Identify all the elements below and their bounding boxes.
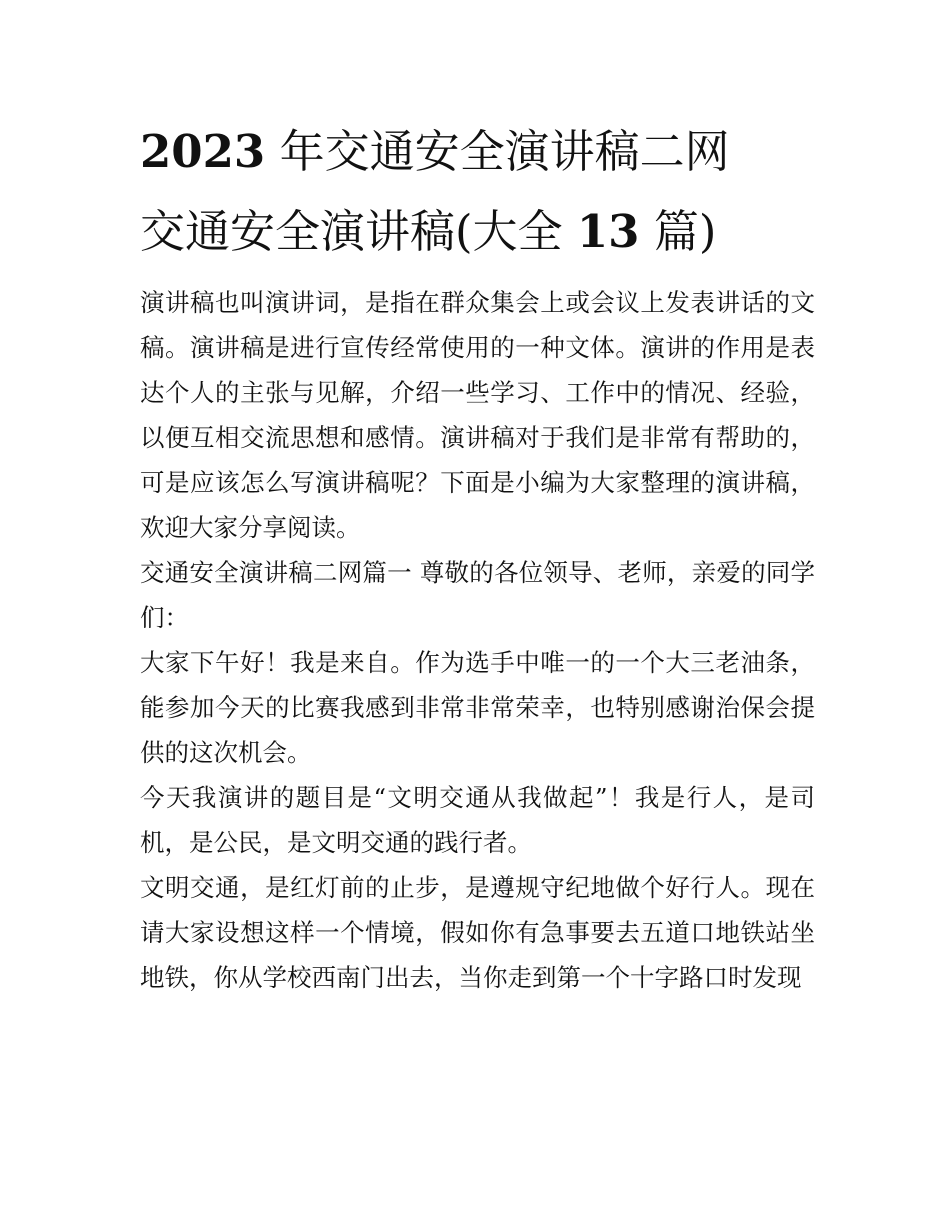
title-text-1: 年交通安全演讲稿二网 [279,125,730,178]
paragraph-opening: 大家下午好！我是来自。作为选手中唯一的一个大三老油条，能参加今天的比赛我感到非常非常荣幸，也特别感谢治保会提供的这次机会。 [140,648,815,767]
paragraph-topic: 今天我演讲的题目是“文明交通从我做起”！我是行人，是司机，是公民，是文明交通的践行者。 [140,783,815,857]
paragraph-body: 文明交通，是红灯前的止步，是遵规守纪地做个好行人。现在请大家设想这样一个情境，假如你有急事要去五道口地铁站坐地铁，你从学校西南门出去，当你走到第一个十字路口时发现 [140,873,815,992]
title-line-2 [140,192,815,272]
title-count: 13 [576,205,640,258]
document-title [140,112,815,272]
title-year: 2023 [140,125,266,178]
document-page [140,112,815,1000]
title-text-2: 交通安全演讲稿(大全 [140,205,563,258]
paragraph-intro: 演讲稿也叫演讲词，是指在群众集会上或会议上发表讲话的文稿。演讲稿是进行宣传经常使用的一种文体。演讲的作用是表达个人的主张与见解，介绍一些学习、工作中的情况、经验，以便互相交流思想和感情。演讲稿对于我们是非常有帮助的，可是应该怎么写演讲稿呢？下面是小编为大家整理的演讲稿，欢迎大家分享阅读。 [140,288,815,542]
title-text-3: 篇) [653,205,717,258]
paragraph-greeting: 交通安全演讲稿二网篇一 尊敬的各位领导、老师，亲爱的同学们： [140,558,815,632]
title-line-1 [140,112,815,192]
